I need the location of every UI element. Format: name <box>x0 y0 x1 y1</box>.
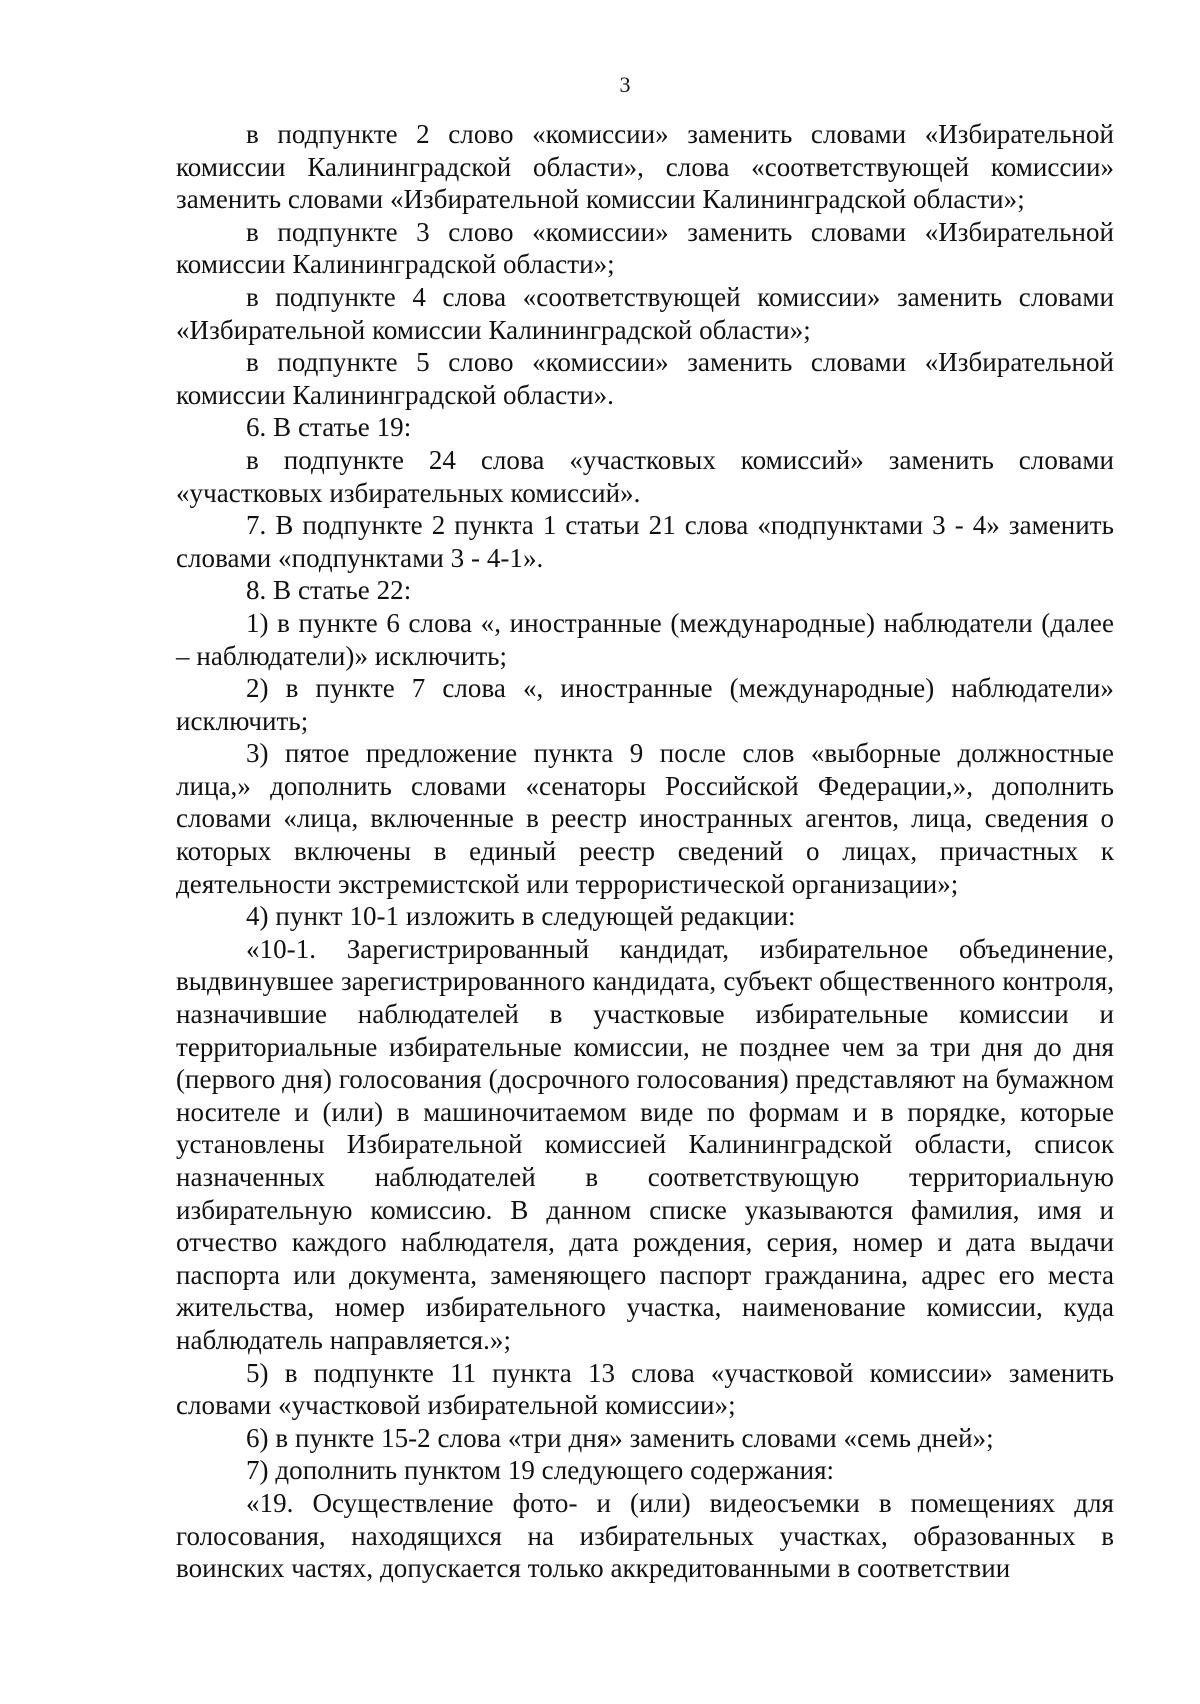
page-number: 3 <box>619 72 631 97</box>
paragraph-subpoint-4: в подпункте 4 слова «соответствующей комиссии» заменить словами «Избирательной комиссии Калининградской области»; <box>176 281 1114 345</box>
paragraph-article-22: 8. В статье 22: <box>246 575 412 606</box>
paragraph-subpoint-5: в подпункте 5 слово «комиссии» заменить словами «Избирательной комиссии Калининградской области». <box>176 347 1114 410</box>
paragraph-point-15-2: 6) в пункте 15-2 слова «три дня» заменить словами «семь дней»; <box>246 1422 994 1453</box>
paragraph-article-19: 6. В статье 19: <box>246 412 412 443</box>
paragraph-point-6: 1) в пункте 6 слова «, иностранные (международные) наблюдатели (далее – наблюдатели)» исключить; <box>176 607 1114 671</box>
paragraph-subpoint-2: в подпункте 2 слово «комиссии» заменить словами «Избирательной комиссии Калининградской области», слова «соответствующей комиссии» заменить словами «Избирательной комиссии Калининградской области»; <box>176 119 1114 215</box>
paragraph-item-7: 7. В подпункте 2 пункта 1 статьи 21 слова «подпунктами 3 - 4» заменить словами «подпунктами 3 - 4-1». <box>176 510 1114 573</box>
paragraph-point-19-text: «19. Осуществление фото- и (или) видеосъемки в помещениях для голосования, находящихся на избирательных участках, образованных в воинских частях, допускается только аккредитованными в соответствии <box>176 1487 1114 1584</box>
paragraph-point-19-intro: 7) дополнить пунктом 19 следующего содержания: <box>246 1455 835 1486</box>
paragraph-point-10-1-text: «10-1. Зарегистрированный кандидат, избирательное объединение, выдвинувшее зарегистрированного кандидата, субъект общественного контроля, назначившие наблюдателей в участковые избирательные комиссии и территориальные избирательные комиссии, не позднее чем за три дня до дня (первого дня) голосования (досрочного голосования) представляют на бумажном носителе и (или) в машиночитаемом виде по формам и в порядке, которые установлены Избирательной комиссией Калининградской области, список назначенных наблюдателей в соответствующую территориальную избирательную комиссию. В данном списке указываются фамилия, имя и отчество каждого наблюдателя, дата рождения, серия, номер и дата выдачи паспорта или документа, заменяющего паспорт гражданина, адрес его места жительства, номер избирательного участка, наименование комиссии, куда наблюдатель направляется.»; <box>176 933 1114 1355</box>
document-body <box>176 118 1114 1585</box>
paragraph-point-13: 5) в подпункте 11 пункта 13 слова «участковой комиссии» заменить словами «участковой избирательной комиссии»; <box>176 1357 1114 1421</box>
paragraph-point-9: 3) пятое предложение пункта 9 после слов «выборные должностные лица,» дополнить словами «сенаторы Российской Федерации,», дополнить словами «лица, включенные в реестр иностранных агентов, лица, сведения о которых включены в единый реестр сведений о лицах, причастных к деятельности экстремистской или террористической организации»; <box>176 738 1114 899</box>
paragraph-subpoint-24: в подпункте 24 слова «участковых комиссий» заменить словами «участковых избирательных комиссий». <box>176 444 1114 508</box>
paragraph-point-10-1-intro: 4) пункт 10-1 изложить в следующей редакции: <box>246 901 796 932</box>
paragraph-point-7: 2) в пункте 7 слова «, иностранные (международные) наблюдатели» исключить; <box>176 673 1114 736</box>
paragraph-subpoint-3: в подпункте 3 слово «комиссии» заменить словами «Избирательной комиссии Калининградской области»; <box>176 216 1114 280</box>
